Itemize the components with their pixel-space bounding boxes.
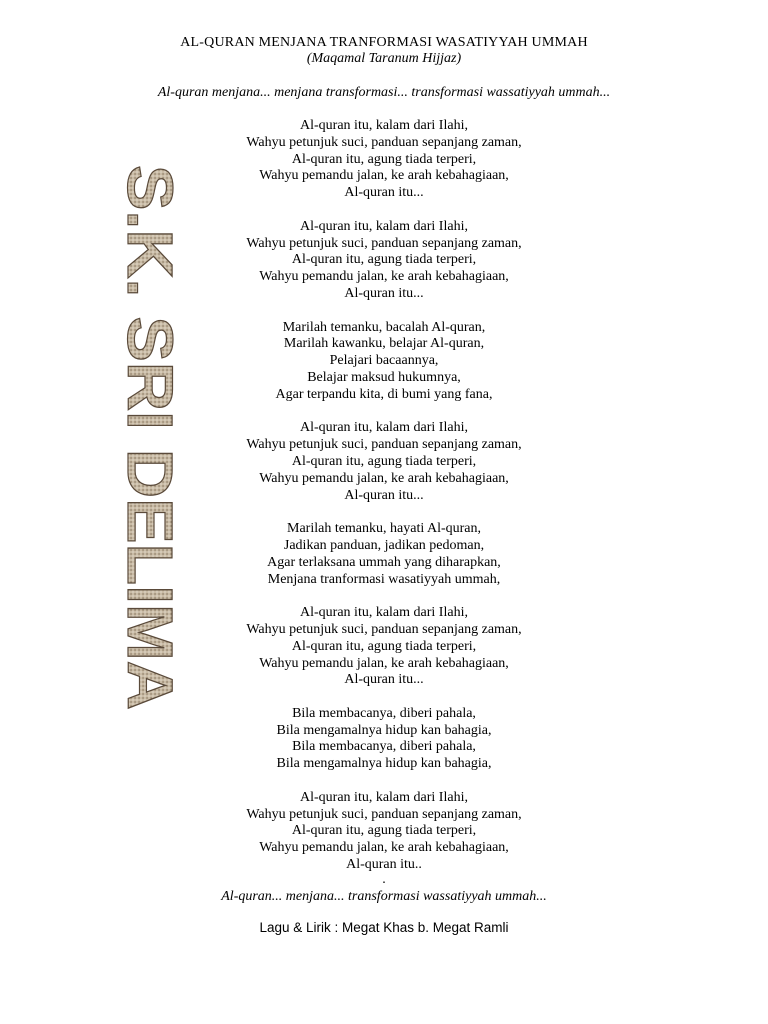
- lyric-line: Wahyu pemandu jalan, ke arah kebahagiaan,: [259, 840, 509, 856]
- lyric-line: Bila membacanya, diberi pahala,: [292, 739, 476, 755]
- intro-line: Al-quran menjana... menjana transformasi... transformasi wassatiyyah ummah...: [157, 85, 611, 100]
- lyric-line: Pelajari bacaannya,: [329, 353, 439, 369]
- lyric-line: Al-quran itu, kalam dari Ilahi,: [300, 420, 468, 436]
- lyric-line: Bila membacanya, diberi pahala,: [292, 705, 476, 721]
- lyric-line: Al-quran itu, agung tiada terperi,: [291, 823, 477, 839]
- separator-dot: .: [382, 871, 386, 887]
- lyric-line: Al-quran itu, kalam dari Ilahi,: [300, 605, 468, 621]
- lyric-line: Al-quran itu, kalam dari Ilahi,: [300, 218, 468, 234]
- document-subtitle: (Maqamal Taranum Hijjaz): [306, 51, 462, 66]
- lyric-line: Wahyu petunjuk suci, panduan sepanjang zaman,: [246, 134, 522, 150]
- lyric-line: Wahyu petunjuk suci, panduan sepanjang zaman,: [246, 437, 522, 453]
- credit-line: Lagu & Lirik : Megat Khas b. Megat Ramli: [259, 920, 509, 935]
- lyric-line: Al-quran itu...: [344, 285, 424, 301]
- lyric-line: Bila mengamalnya hidup kan bahagia,: [276, 756, 492, 772]
- stanza: [0, 790, 768, 886]
- lyric-line: Al-quran itu...: [344, 672, 424, 688]
- lyric-line: Marilah temanku, hayati Al-quran,: [287, 521, 481, 537]
- lyric-line: Wahyu petunjuk suci, panduan sepanjang zaman,: [246, 235, 522, 251]
- lyric-line: Wahyu petunjuk suci, panduan sepanjang zaman,: [246, 621, 522, 637]
- lyric-line: Wahyu pemandu jalan, ke arah kebahagiaan,: [259, 655, 509, 671]
- outro-line: Al-quran... menjana... transformasi wassatiyyah ummah...: [221, 889, 547, 904]
- lyric-line: Menjana tranformasi wasatiyyah ummah,: [267, 571, 501, 587]
- watermark-text: S.K. SRI DELIMA: [114, 165, 186, 678]
- lyric-line: Bila mengamalnya hidup kan bahagia,: [276, 722, 492, 738]
- lyric-line: Al-quran itu, agung tiada terperi,: [291, 252, 477, 268]
- lyric-line: Wahyu petunjuk suci, panduan sepanjang zaman,: [246, 806, 522, 822]
- lyric-line: Wahyu pemandu jalan, ke arah kebahagiaan,: [259, 269, 509, 285]
- lyric-line: Agar terpandu kita, di bumi yang fana,: [275, 386, 493, 402]
- lyric-line: Al-quran itu..: [346, 857, 422, 873]
- lyric-line: Jadikan panduan, jadikan pedoman,: [283, 537, 485, 553]
- watermark-graphic: [110, 165, 186, 710]
- lyric-line: Marilah temanku, bacalah Al-quran,: [282, 319, 486, 335]
- school-watermark: [110, 165, 186, 710]
- lyric-line: Al-quran itu...: [344, 487, 424, 503]
- lyric-line: Belajar maksud hukumnya,: [307, 369, 461, 385]
- stanza: [0, 706, 768, 773]
- lyric-line: Wahyu pemandu jalan, ke arah kebahagiaan,: [259, 168, 509, 184]
- lyric-line: Wahyu pemandu jalan, ke arah kebahagiaan,: [259, 470, 509, 486]
- lyric-line: Al-quran itu, agung tiada terperi,: [291, 453, 477, 469]
- lyric-line: Al-quran itu, kalam dari Ilahi,: [300, 789, 468, 805]
- document-title: AL-QURAN MENJANA TRANFORMASI WASATIYYAH UMMAH: [180, 35, 588, 50]
- lyric-line: Al-quran itu...: [344, 185, 424, 201]
- lyric-line: Al-quran itu, agung tiada terperi,: [291, 151, 477, 167]
- lyric-line: Marilah kawanku, belajar Al-quran,: [283, 336, 485, 352]
- lyric-line: Agar terlaksana ummah yang diharapkan,: [267, 554, 501, 570]
- lyric-line: Al-quran itu, kalam dari Ilahi,: [300, 118, 468, 133]
- lyric-line: Al-quran itu, agung tiada terperi,: [291, 638, 477, 654]
